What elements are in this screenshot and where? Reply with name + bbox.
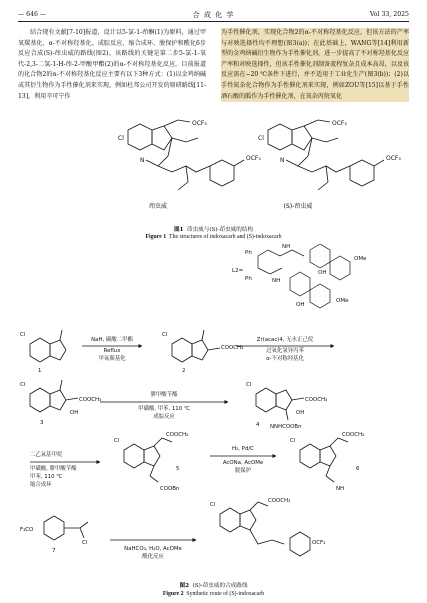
figure2-caption-en (0, 591, 427, 597)
ligand-ome-2: OMe (336, 298, 349, 304)
label-ocf3-b: OCF₃ (246, 155, 261, 162)
step1-name: 甲氧羰基化 (98, 356, 126, 362)
label-n: N (140, 157, 145, 164)
s-indoxacarb-structure (268, 120, 384, 190)
label-ocf3-c: OCF₃ (332, 120, 347, 127)
s-indoxacarb-name: (S)-茚虫威 (283, 203, 313, 210)
ligand-ome-1: OMe (354, 256, 367, 262)
ligand-ph-1: Ph (245, 250, 252, 256)
cooch3-4: COOCH₃ (305, 397, 328, 403)
figure1-label-en: Figure 1 (145, 234, 167, 240)
step5-name: 脱保护 (234, 468, 252, 474)
label-cl-b: Cl (258, 135, 264, 142)
compound-4-label: 4 (256, 422, 260, 428)
compound-3-structure (30, 380, 78, 412)
step3-name: 成腙反应 (153, 414, 175, 420)
body-column-right (221, 28, 409, 102)
figure1-caption-zh (0, 225, 427, 233)
step1-reagent: NaH, 碳酸二甲酯 (91, 337, 133, 343)
label-ocf3-d: OCF₃ (386, 155, 401, 162)
figure2-label-en: Figure 2 (162, 591, 184, 597)
label-ocf3: OCF₃ (192, 120, 207, 127)
label-n-b: N (280, 157, 285, 164)
compound-3-label: 3 (40, 420, 44, 426)
cl-1: Cl (20, 332, 26, 338)
running-header (18, 9, 409, 22)
nnh-4: NNHCOOBn (270, 424, 302, 430)
cooch3-8: COOCH₃ (268, 498, 291, 504)
cl-7: Cl (82, 540, 88, 546)
cl-4: Cl (246, 382, 252, 388)
compound-1-structure (30, 330, 66, 362)
step2-name: α-不对称羟基化 (266, 356, 304, 362)
figure2-label-zh: 图2 (179, 583, 190, 589)
figure1-caption-en (0, 234, 427, 240)
step4-name: 缩合成环 (30, 482, 52, 488)
step1-condition: Reflux (103, 348, 121, 354)
nh-6: NH (336, 486, 345, 492)
compound-7-structure (44, 516, 88, 540)
step4-condition-2: 甲苯, 110 ℃ (30, 474, 63, 480)
cooch3-3: COOCH₃ (79, 397, 102, 403)
body-column-left (18, 28, 206, 102)
page-number: — 646 — (18, 11, 47, 18)
step2-condition: 过氧化氢异丙苯 (266, 348, 304, 354)
compound-7-label: 7 (52, 548, 56, 554)
cl-2: Cl (162, 332, 168, 338)
cbn-5: COOBn (160, 486, 180, 492)
cooch3-2: COOCH₃ (221, 345, 244, 351)
compound-6-structure (300, 438, 348, 482)
step6-name: 酰化反应 (142, 554, 164, 560)
ligand-nh-2: NH (272, 278, 281, 284)
cl-3: Cl (20, 382, 26, 388)
figure2-synthetic-route (0, 244, 427, 582)
ocf3-8: OCF₃ (312, 540, 326, 546)
figure2-title-en: Synthetic route of (S)-indoxacarb (186, 591, 265, 597)
ligand-oh-1: OH (318, 270, 327, 276)
volume-info: Vol 33, 2025 (369, 11, 409, 18)
ligand-label: L2= (232, 268, 244, 274)
cooch3-6: COOCH₃ (342, 432, 365, 438)
ligand-nh-1: NH (282, 244, 291, 250)
figure1-structures (0, 116, 427, 228)
step3-condition: 甲磺酸, 甲苯, 110 ℃ (138, 406, 190, 412)
body-paragraph-right: 为手性催化剂，实现化合物2的α-不对称羟基化反应，但该方法的产率与对映选择性均不理想(图3(a))；在此基础上，WANG等[14]利用新型的金鸡纳碱衍生物作为手性催化剂，进一步提高了不对称羟基化反应产率和对映选择性，但该手性催化剂制备流程复杂且成本高昂，以及该反应需在−20 ℃条件下进行，并不适用于工业化生产(图3(b))；(2)以手性氮杂化合物作为手性催化剂来实现，例如ZOU等[15]以基于手性酒石酸的胍作为手性催化剂，在氧杂丙烷氧化 (221, 28, 409, 102)
ligand-ph-2: Ph (245, 276, 252, 282)
step3-reagent: 肼甲酸苄酯 (150, 392, 178, 398)
cl-5: Cl (114, 438, 120, 444)
figure2-title-zh: (S)-茚虫威的合成路线 (192, 583, 248, 589)
oh-3: OH (70, 410, 79, 416)
figure2-caption-zh (0, 581, 427, 589)
journal-name: 合 成 化 学 (192, 11, 235, 19)
indoxacarb-name: 茚虫威 (148, 203, 168, 210)
label-cl: Cl (118, 135, 124, 142)
figure1-title-zh: 茚虫威与(S)-茚虫威的结构 (187, 227, 254, 233)
compound-5-label: 5 (176, 466, 180, 472)
f3co-7: F₃CO (20, 527, 34, 533)
body-paragraph-left: 结合现有文献[7-10]报道，设计以5-氯-1-茚酮(1)为原料，通过甲氧羰基化、α-不对称羟基化、成腙反应、缩合成环、脱保护和酰化6步反应合成(S)-茚虫威的路线(图2)。该路线的关键是第二步5-氯-1-氧代-2,3-二氢-1-H-茚-2-甲酸甲酯(2)的α-不对称羟基化反应。目前报道的化合物2的α-不对称羟基化反应主要有以下3种方式：(1)以金鸡纳碱或其衍生物作为手性催化剂来实现，例如杜邦公司开发的原研路线[11-13]，利用辛可宁作 (18, 29, 206, 100)
ligand-oh-2: OH (296, 302, 305, 308)
cooch3-5: COOCH₃ (166, 432, 189, 438)
compound-1-label: 1 (38, 368, 42, 374)
figure1-title-en: The structures of indoxacarb and (S)-indoxacarb (169, 234, 282, 240)
s-indoxacarb-product-structure (220, 502, 310, 556)
cl-6: Cl (290, 438, 296, 444)
step5-reagent: H₂, Pd/C (232, 446, 254, 452)
step6-reagent: NaHCO₃, H₂O, AcOMe (124, 546, 182, 552)
step2-reagent: Zr(acac)4, 无水正己烷 (256, 337, 314, 343)
step4-condition-1: 甲磺酸, 肼甲酸苄酯 (30, 466, 77, 472)
compound-2-label: 2 (182, 368, 186, 374)
oh-4: OH (296, 410, 305, 416)
compound-2-structure (172, 330, 220, 362)
step4-reagent: 二乙氧基甲烷 (30, 452, 63, 458)
step5-condition: AcONa, AcOMe (222, 460, 264, 466)
cl-8: Cl (210, 502, 216, 508)
compound-5-structure (124, 438, 172, 482)
compound-6-label: 6 (356, 466, 360, 472)
figure1-label-zh: 图1 (173, 227, 184, 233)
indoxacarb-structure (128, 120, 244, 190)
